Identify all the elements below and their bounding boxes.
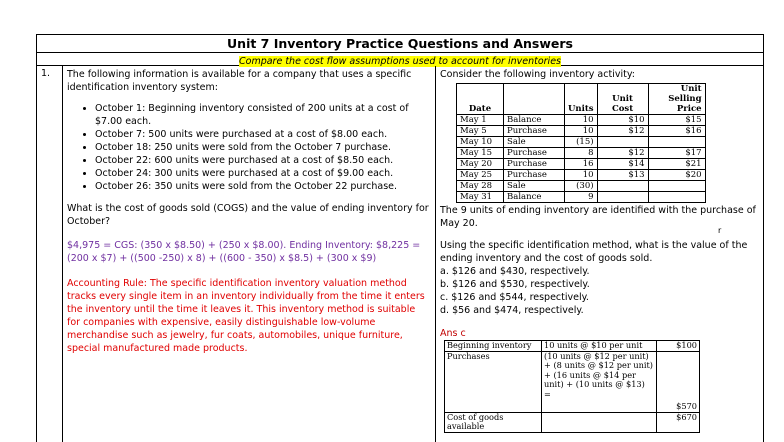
cell-date: May 20 [457, 159, 504, 170]
cell-type: Balance [504, 192, 565, 203]
cell-label: Cost of goods available [445, 412, 542, 432]
q2-intro: Consider the following inventory activity: [440, 69, 635, 80]
cell-units: 10 [565, 170, 598, 181]
page-subtitle [37, 53, 763, 66]
cell-label: Purchases [445, 351, 542, 412]
cell-units: 8 [565, 148, 598, 159]
table-row [445, 341, 700, 352]
cell-amount: $570 [657, 351, 700, 412]
col-type [504, 84, 565, 115]
cell-cost: $10 [597, 115, 648, 126]
table-row [457, 170, 706, 181]
cell-desc: 10 units @ $10 per unit [542, 341, 657, 352]
question-2-cell [436, 66, 763, 442]
q1-bullet-list [67, 102, 431, 193]
q1-accounting-rule: Accounting Rule: The specific identification inventory valuation method tracks every single item in an inventory individually from the time it enters the inventory until the time it leaves it. This inventory method is suitable for companies with expensive, easily distinguishable low-volume merchandise such as jewelry, fur coats, automobiles, unique furniture, special manufactured made products. [67, 278, 425, 354]
cell-units: (15) [565, 137, 598, 148]
cell-price [648, 192, 705, 203]
cell-date: May 1 [457, 115, 504, 126]
cell-price: $21 [648, 159, 705, 170]
table-row [457, 192, 706, 203]
q2-option-b: b. $126 and $530, respectively. [440, 279, 590, 290]
cell-date: May 15 [457, 148, 504, 159]
q2-option-a: a. $126 and $430, respectively. [440, 266, 590, 277]
cell-units: 9 [565, 192, 598, 203]
document-page [36, 34, 764, 442]
table-row [445, 351, 700, 412]
cell-type: Purchase [504, 170, 565, 181]
list-item: • October 22: 600 units were purchased at a cost of $8.50 each. [95, 154, 431, 167]
q2-option-d: d. $56 and $474, respectively. [440, 305, 584, 316]
cell-price [648, 181, 705, 192]
q1-intro: The following information is available for a company that uses a specific identification inventory system: [67, 69, 412, 93]
q2-question: Using the specific identification method, what is the value of the ending inventory and the cost of goods sold. [440, 240, 748, 264]
cell-price: $16 [648, 126, 705, 137]
cell-price: $15 [648, 115, 705, 126]
question-number: 1. [37, 66, 63, 442]
table-row [457, 181, 706, 192]
cell-units: 10 [565, 126, 598, 137]
col-unit-cost: Unit Cost [597, 84, 648, 115]
table-row [457, 148, 706, 159]
list-item: • October 24: 300 units were purchased at a cost of $9.00 each. [95, 167, 431, 180]
cell-units: 16 [565, 159, 598, 170]
cell-units: (30) [565, 181, 598, 192]
cell-cost: $12 [597, 148, 648, 159]
cell-date: May 5 [457, 126, 504, 137]
list-item: • October 18: 250 units were sold from the October 7 purchase. [95, 141, 431, 154]
cell-amount: $100 [657, 341, 700, 352]
cell-cost [597, 192, 648, 203]
cell-label: Beginning inventory [445, 341, 542, 352]
cell-date: May 31 [457, 192, 504, 203]
cell-date: May 25 [457, 170, 504, 181]
cell-date: May 10 [457, 137, 504, 148]
table-row [457, 137, 706, 148]
cell-type: Balance [504, 115, 565, 126]
cell-amount: $670 [657, 412, 700, 432]
subtitle-highlight: Compare the cost flow assumptions used to account for inventories [239, 56, 561, 67]
cell-date: May 28 [457, 181, 504, 192]
list-item: • October 1: Beginning inventory consisted of 200 units at a cost of $7.00 each. [95, 102, 431, 128]
question-row-1 [37, 66, 763, 442]
table-row [457, 126, 706, 137]
inventory-activity-table [456, 83, 706, 203]
q2-answer-label: Ans c [440, 328, 466, 339]
cell-type: Sale [504, 137, 565, 148]
cell-type: Purchase [504, 159, 565, 170]
cell-type: Sale [504, 181, 565, 192]
cell-cost: $13 [597, 170, 648, 181]
table-header-row [457, 84, 706, 115]
cost-of-goods-table [444, 340, 700, 433]
question-1-cell [63, 66, 436, 442]
cell-type: Purchase [504, 126, 565, 137]
col-date: Date [457, 84, 504, 115]
page-title: Unit 7 Inventory Practice Questions and Answers [37, 35, 763, 53]
r-mark: r [718, 226, 722, 235]
col-unit-selling-price: Unit Selling Price [648, 84, 705, 115]
cell-cost: $12 [597, 126, 648, 137]
q1-question: What is the cost of goods sold (COGS) and the value of ending inventory for October? [67, 203, 429, 227]
cell-price [648, 137, 705, 148]
q1-answer: $4,975 = CGS: (350 x $8.50) + (250 x $8.00). Ending Inventory: $8,225 = (200 x $7) + ((500 -250) x 8) + ((600 - 350) x $8.5) + (300 x $9) [67, 240, 421, 264]
table-row [445, 412, 700, 432]
table-row [457, 115, 706, 126]
col-units: Units [565, 84, 598, 115]
cell-price: $17 [648, 148, 705, 159]
q2-identified-note: The 9 units of ending inventory are identified with the purchase of May 20. [440, 205, 756, 229]
cell-desc [542, 412, 657, 432]
cell-cost [597, 181, 648, 192]
q2-option-c: c. $126 and $544, respectively. [440, 292, 589, 303]
list-item: • October 26: 350 units were sold from the October 22 purchase. [95, 180, 431, 193]
list-item: • October 7: 500 units were purchased at a cost of $8.00 each. [95, 128, 431, 141]
cell-desc: (10 units @ $12 per unit) + (8 units @ $12 per unit) + (16 units @ $14 per unit) + (10 units @ $13) = [542, 351, 657, 412]
cell-type: Purchase [504, 148, 565, 159]
cell-units: 10 [565, 115, 598, 126]
cell-price: $20 [648, 170, 705, 181]
cell-cost: $14 [597, 159, 648, 170]
table-row [457, 159, 706, 170]
cell-cost [597, 137, 648, 148]
